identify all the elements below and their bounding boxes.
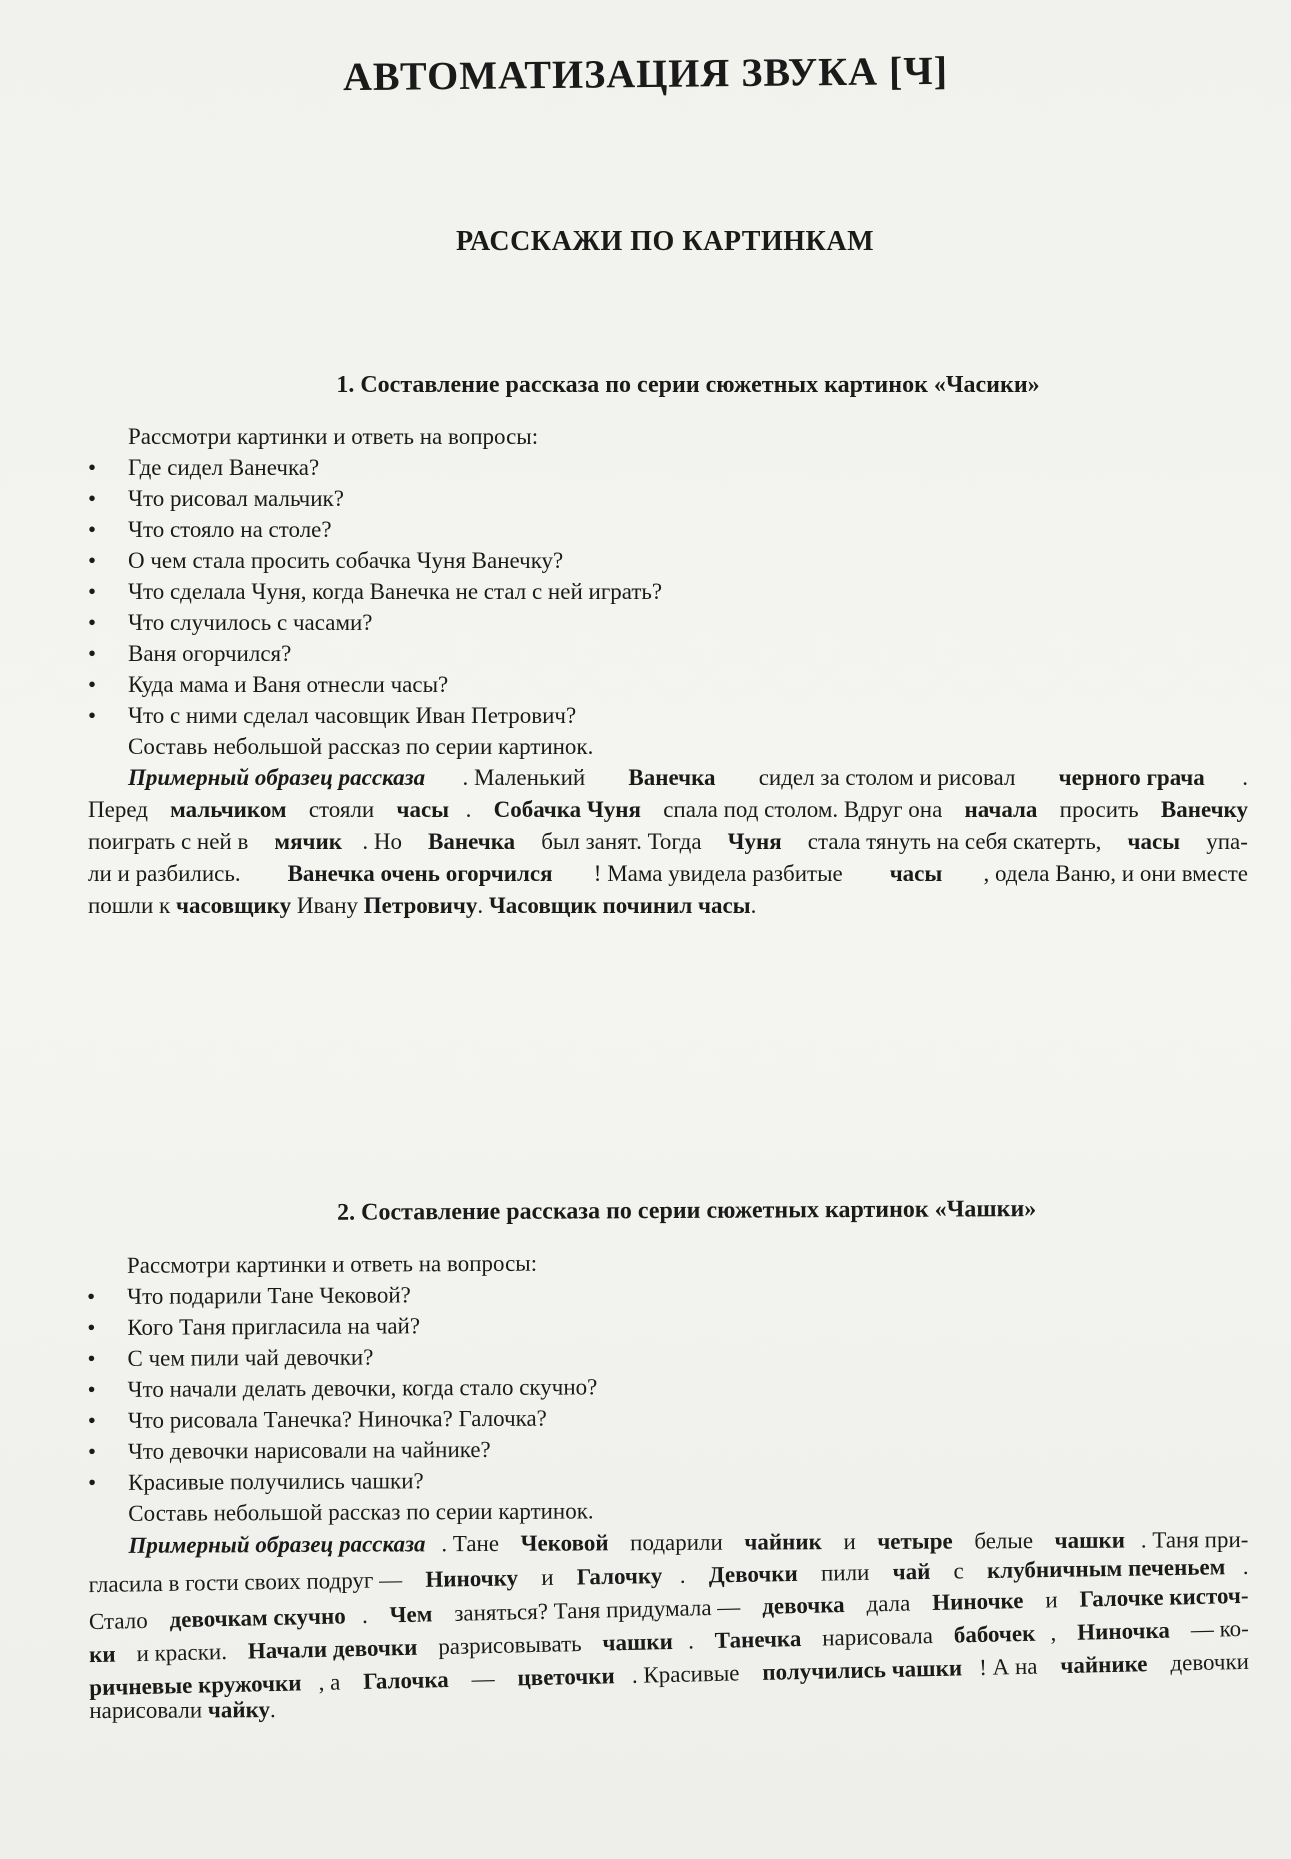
bold-keyword: чайник <box>744 1529 822 1555</box>
bold-keyword: мячик <box>274 829 343 854</box>
bold-keyword: часы <box>396 797 450 822</box>
instruction-text: Рассмотри картинки и ответь на вопросы: <box>126 1250 538 1278</box>
bold-keyword: часовщику <box>175 893 292 918</box>
story-text: , <box>1050 1620 1063 1646</box>
bold-keyword: Петровичу <box>363 893 478 918</box>
bold-keyword: Галочке кисточ- <box>1079 1582 1249 1612</box>
story-label: Примерный образец рассказа <box>128 1531 426 1558</box>
story-text: . Тане <box>441 1530 505 1557</box>
story-text: упа- <box>1200 829 1248 854</box>
question-list-item: • Что рисовала Танечка? Ниночка? Галочка? <box>88 1399 1248 1436</box>
question-list-item: • С чем пили чай девочки? <box>87 1337 1247 1374</box>
story-text: нарисовали <box>89 1697 208 1724</box>
story-text: . <box>269 1697 276 1723</box>
story-text: подарили <box>624 1529 729 1556</box>
question-list-item: • Где сидел Ванечка? <box>88 452 1248 483</box>
bold-keyword: клубничным печеньем <box>986 1554 1226 1583</box>
bold-keyword: чайнике <box>1060 1651 1148 1679</box>
question-list-item: • Что сделала Чуня, когда Ванечка не стал с ней играть? <box>88 576 1248 607</box>
instruction-text: Рассмотри картинки и ответь на вопросы: <box>128 424 539 449</box>
story-text: просить <box>1053 797 1145 822</box>
story-text: . Но <box>362 829 408 854</box>
story-text: . <box>361 1602 374 1628</box>
bold-keyword: часы <box>1127 829 1181 854</box>
bold-keyword: Танечка <box>714 1625 802 1653</box>
story-line <box>88 826 1248 858</box>
story-text: поиграть с ней в <box>88 829 255 854</box>
page-subtitle: РАССКАЖИ ПО КАРТИНКАМ <box>456 226 874 257</box>
bold-keyword: Галочка <box>362 1667 449 1694</box>
question-list-item: • Что с ними сделал часовщик Иван Петрович? <box>88 700 1248 731</box>
bold-keyword: Девочки <box>708 1560 798 1588</box>
story-text: пошли к <box>88 893 176 918</box>
bold-keyword: часы <box>889 861 943 886</box>
question-list-item: • Кого Таня пригласила на чай? <box>87 1306 1247 1343</box>
story-text: и <box>1039 1587 1064 1613</box>
story-text: ! А на <box>978 1653 1044 1680</box>
story-text: стояли <box>303 797 380 822</box>
bold-keyword: чай <box>892 1558 931 1585</box>
bold-keyword: мальчиком <box>170 797 287 822</box>
story-text: . <box>687 1628 700 1654</box>
bold-keyword: четыре <box>877 1528 953 1554</box>
story-text: девочки <box>1164 1648 1250 1676</box>
story-text: , одела Ваню, и они вместе <box>983 861 1248 886</box>
story-line <box>88 762 1248 794</box>
bold-keyword: Ванечка <box>628 765 716 790</box>
bold-keyword: Ванечку <box>1160 797 1248 822</box>
bold-keyword: ки <box>88 1641 116 1668</box>
bold-keyword: девочка <box>761 1592 845 1619</box>
story-text: . <box>1242 1553 1249 1579</box>
story-line <box>88 794 1248 826</box>
sample-story-paragraph <box>88 762 1248 922</box>
bold-keyword: девочкам скучно <box>169 1603 347 1633</box>
story-text: спала под столом. Вдруг она <box>657 797 949 822</box>
story-text: белые <box>968 1528 1039 1554</box>
story-text: . <box>465 797 478 822</box>
story-text: сидел за столом и рисовал <box>752 765 1022 790</box>
bold-keyword: Ниночка <box>1076 1617 1171 1645</box>
story-text: — ко- <box>1184 1615 1249 1643</box>
section-heading: 2. Составление рассказа по серии сюжетных картинок «Чашки» <box>337 1196 1037 1226</box>
bold-keyword: чашки <box>602 1628 674 1656</box>
story-text: . Красивые <box>631 1660 746 1688</box>
story-text: ! Мама увидела разбитые <box>593 861 849 886</box>
question-list-item: • Что подарили Тане Чековой? <box>87 1275 1247 1312</box>
bold-keyword: чайку <box>207 1697 271 1723</box>
bold-keyword: ричневые кружочки <box>88 1670 302 1701</box>
story-text: заняться? Таня придумала — <box>448 1594 747 1626</box>
story-text: — <box>465 1665 501 1692</box>
story-text: и <box>837 1528 862 1555</box>
bold-keyword: Часовщик починил часы <box>488 893 751 918</box>
bold-keyword: Чем <box>389 1601 433 1628</box>
bold-keyword: Ванечка <box>428 829 516 854</box>
story-text: гласила в гости своих подруг — <box>88 1567 409 1598</box>
question-list-item: • Что начали делать девочки, когда стало скучно? <box>88 1368 1248 1405</box>
bold-keyword: Собачка Чуня <box>493 797 641 822</box>
story-text: и краски. <box>130 1638 233 1667</box>
section-heading: 1. Составление рассказа по серии сюжетных картинок «Часики» <box>336 372 1040 398</box>
story-line <box>88 858 1248 890</box>
bold-keyword: черного грача <box>1058 765 1205 790</box>
story-line <box>88 890 1248 922</box>
section-chasiki <box>88 372 1248 922</box>
story-text: пили <box>815 1559 876 1586</box>
question-list-item: • Красивые получились чашки? <box>88 1461 1248 1498</box>
story-text: нарисовала <box>816 1622 939 1651</box>
story-text: и <box>535 1564 560 1591</box>
story-text: Стало <box>88 1607 154 1635</box>
story-text: . <box>679 1562 692 1588</box>
story-text: . Маленький <box>462 765 591 790</box>
bold-keyword: Ванечка очень огорчился <box>287 861 553 886</box>
story-text: стала тянуть на себя скатерть, <box>802 829 1108 854</box>
story-text: . Таня при- <box>1140 1526 1249 1553</box>
bold-keyword: Чековой <box>520 1530 609 1556</box>
story-text: с <box>947 1558 970 1584</box>
bold-keyword: цветочки <box>517 1663 616 1691</box>
bold-keyword: начала <box>964 797 1038 822</box>
question-list-item: • Ваня огорчился? <box>88 638 1248 669</box>
story-text: Перед <box>88 797 154 822</box>
question-list-item: • Что рисовал мальчик? <box>88 483 1248 514</box>
bold-keyword: чашки <box>1054 1527 1126 1553</box>
question-list-item: • Что девочки нарисовали на чайнике? <box>88 1430 1248 1467</box>
question-list-item: • Куда мама и Ваня отнесли часы? <box>88 669 1248 700</box>
question-list-item: • Что стояло на столе? <box>88 514 1248 545</box>
task-text: Составь небольшой рассказ по серии картинок. <box>128 1498 594 1526</box>
bold-keyword: Ниночку <box>425 1565 519 1592</box>
bold-keyword: бабочек <box>953 1620 1036 1648</box>
story-label: Примерный образец рассказа <box>128 765 426 790</box>
bold-keyword: Галочку <box>576 1563 663 1590</box>
story-text: , а <box>318 1669 347 1695</box>
bold-keyword: Ниночке <box>931 1587 1024 1616</box>
page-title: АВТОМАТИЗАЦИЯ ЗВУКА [Ч] <box>342 47 949 100</box>
section-chashki <box>87 1195 1250 1727</box>
story-text: был занят. Тогда <box>535 829 708 854</box>
story-text: дала <box>860 1590 917 1617</box>
bold-keyword: Начали девочки <box>247 1634 418 1664</box>
story-text: . <box>750 893 757 918</box>
question-list-item: • О чем стала просить собачка Чуня Ванечку? <box>88 545 1248 576</box>
story-text: . <box>1242 765 1248 790</box>
story-text: . <box>477 893 489 918</box>
task-text: Составь небольшой рассказ по серии картинок. <box>128 734 594 759</box>
story-text: разрисовывать <box>432 1630 588 1660</box>
bold-keyword: получились чашки <box>762 1655 963 1685</box>
bold-keyword: Чуня <box>727 829 782 854</box>
sample-story-paragraph <box>88 1523 1249 1727</box>
question-list-item: • Что случилось с часами? <box>88 607 1248 638</box>
story-text: Ивану <box>291 893 364 918</box>
story-text: ли и разбились. <box>88 861 247 886</box>
